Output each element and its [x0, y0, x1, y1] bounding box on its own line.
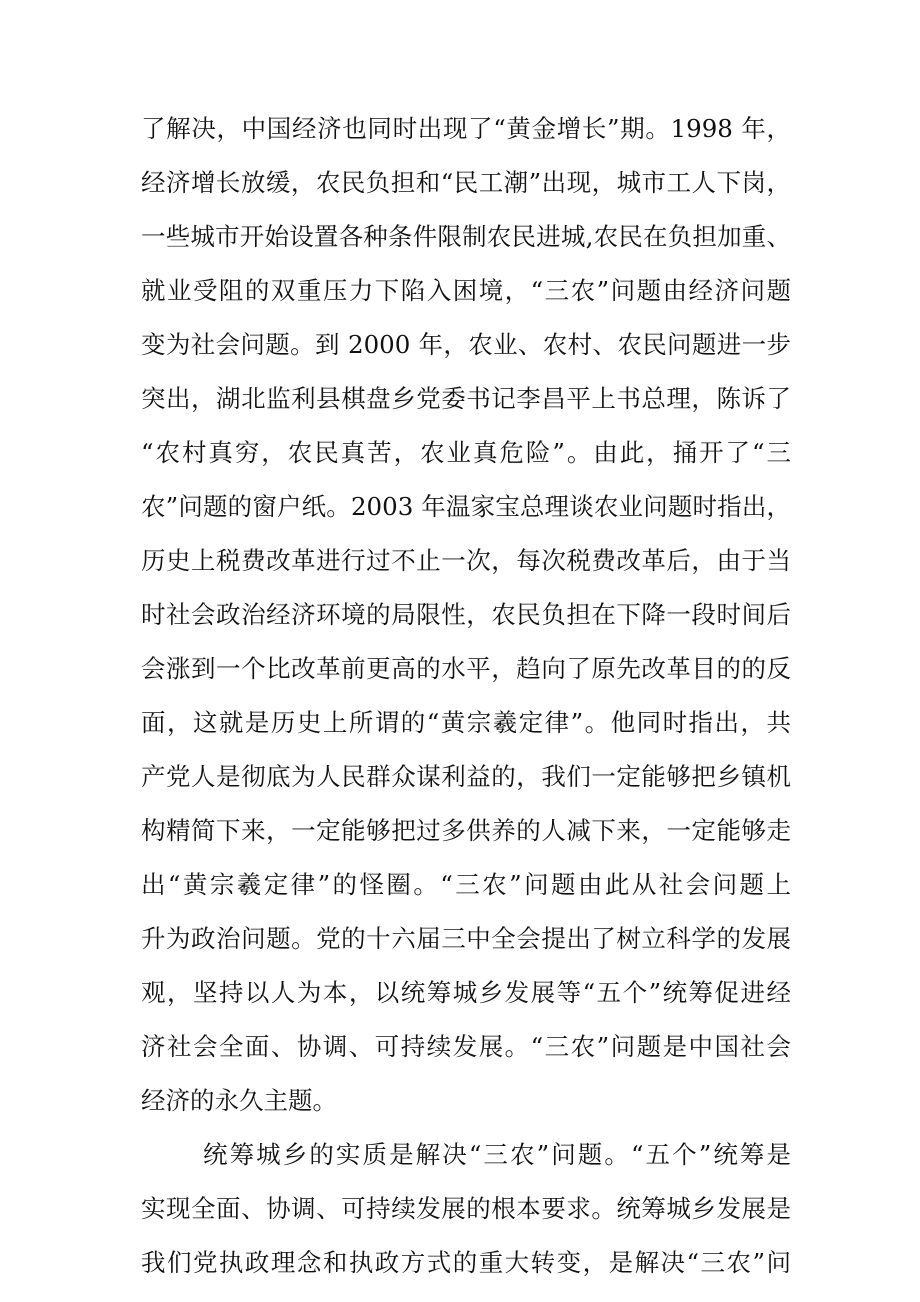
- text-line: 出“黄宗羲定律”的怪圈。“三农”问题由此从社会问题上: [141, 870, 791, 899]
- paragraph-2: [141, 1128, 791, 1290]
- text-line: 时社会政治经济环境的局限性，农民负担在下降一段时间后: [141, 600, 791, 629]
- text-line: 我们党执政理念和执政方式的重大转变，是解决“三农”问: [141, 1248, 791, 1277]
- text-line: 历史上税费改革进行过不止一次，每次税费改革后，由于当: [141, 546, 791, 575]
- text-line: “农村真穷，农民真苦，农业真危险”。由此，捅开了“三: [141, 438, 791, 467]
- text-line: 就业受阻的双重压力下陷入困境，“三农”问题由经济问题: [141, 276, 791, 305]
- text-line: 面，这就是历史上所谓的“黄宗羲定律”。他同时指出，共: [141, 708, 791, 737]
- text-line: 升为政治问题。党的十六届三中全会提出了树立科学的发展: [141, 924, 791, 953]
- body-text: [141, 102, 791, 1290]
- paragraph-1: [141, 102, 791, 1128]
- text-line: 了解决，中国经济也同时出现了“黄金增长”期。1998 年，: [141, 114, 791, 143]
- text-line: 构精简下来，一定能够把过多供养的人减下来，一定能够走: [141, 816, 791, 845]
- text-line: 变为社会问题。到 2000 年，农业、农村、农民问题进一步: [141, 330, 791, 359]
- text-line: 经济增长放缓，农民负担和“民工潮”出现，城市工人下岗，: [141, 168, 791, 197]
- text-line: 统筹城乡的实质是解决“三农”问题。“五个”统筹是: [203, 1140, 791, 1169]
- text-line: 一些城市开始设置各种条件限制农民进城,农民在负担加重、: [141, 222, 791, 251]
- text-line: 实现全面、协调、可持续发展的根本要求。统筹城乡发展是: [141, 1194, 791, 1223]
- text-line: 农”问题的窗户纸。2003 年温家宝总理谈农业问题时指出，: [141, 492, 791, 521]
- text-line: 济社会全面、协调、可持续发展。“三农”问题是中国社会: [141, 1032, 791, 1061]
- text-line: 会涨到一个比改革前更高的水平，趋向了原先改革目的的反: [141, 654, 791, 683]
- text-line: 经济的永久主题。: [141, 1086, 337, 1115]
- text-line: 突出，湖北监利县棋盘乡党委书记李昌平上书总理，陈诉了: [141, 384, 791, 413]
- text-line: 产党人是彻底为人民群众谋利益的，我们一定能够把乡镇机: [141, 762, 791, 791]
- text-line: 观，坚持以人为本，以统筹城乡发展等“五个”统筹促进经: [141, 978, 791, 1007]
